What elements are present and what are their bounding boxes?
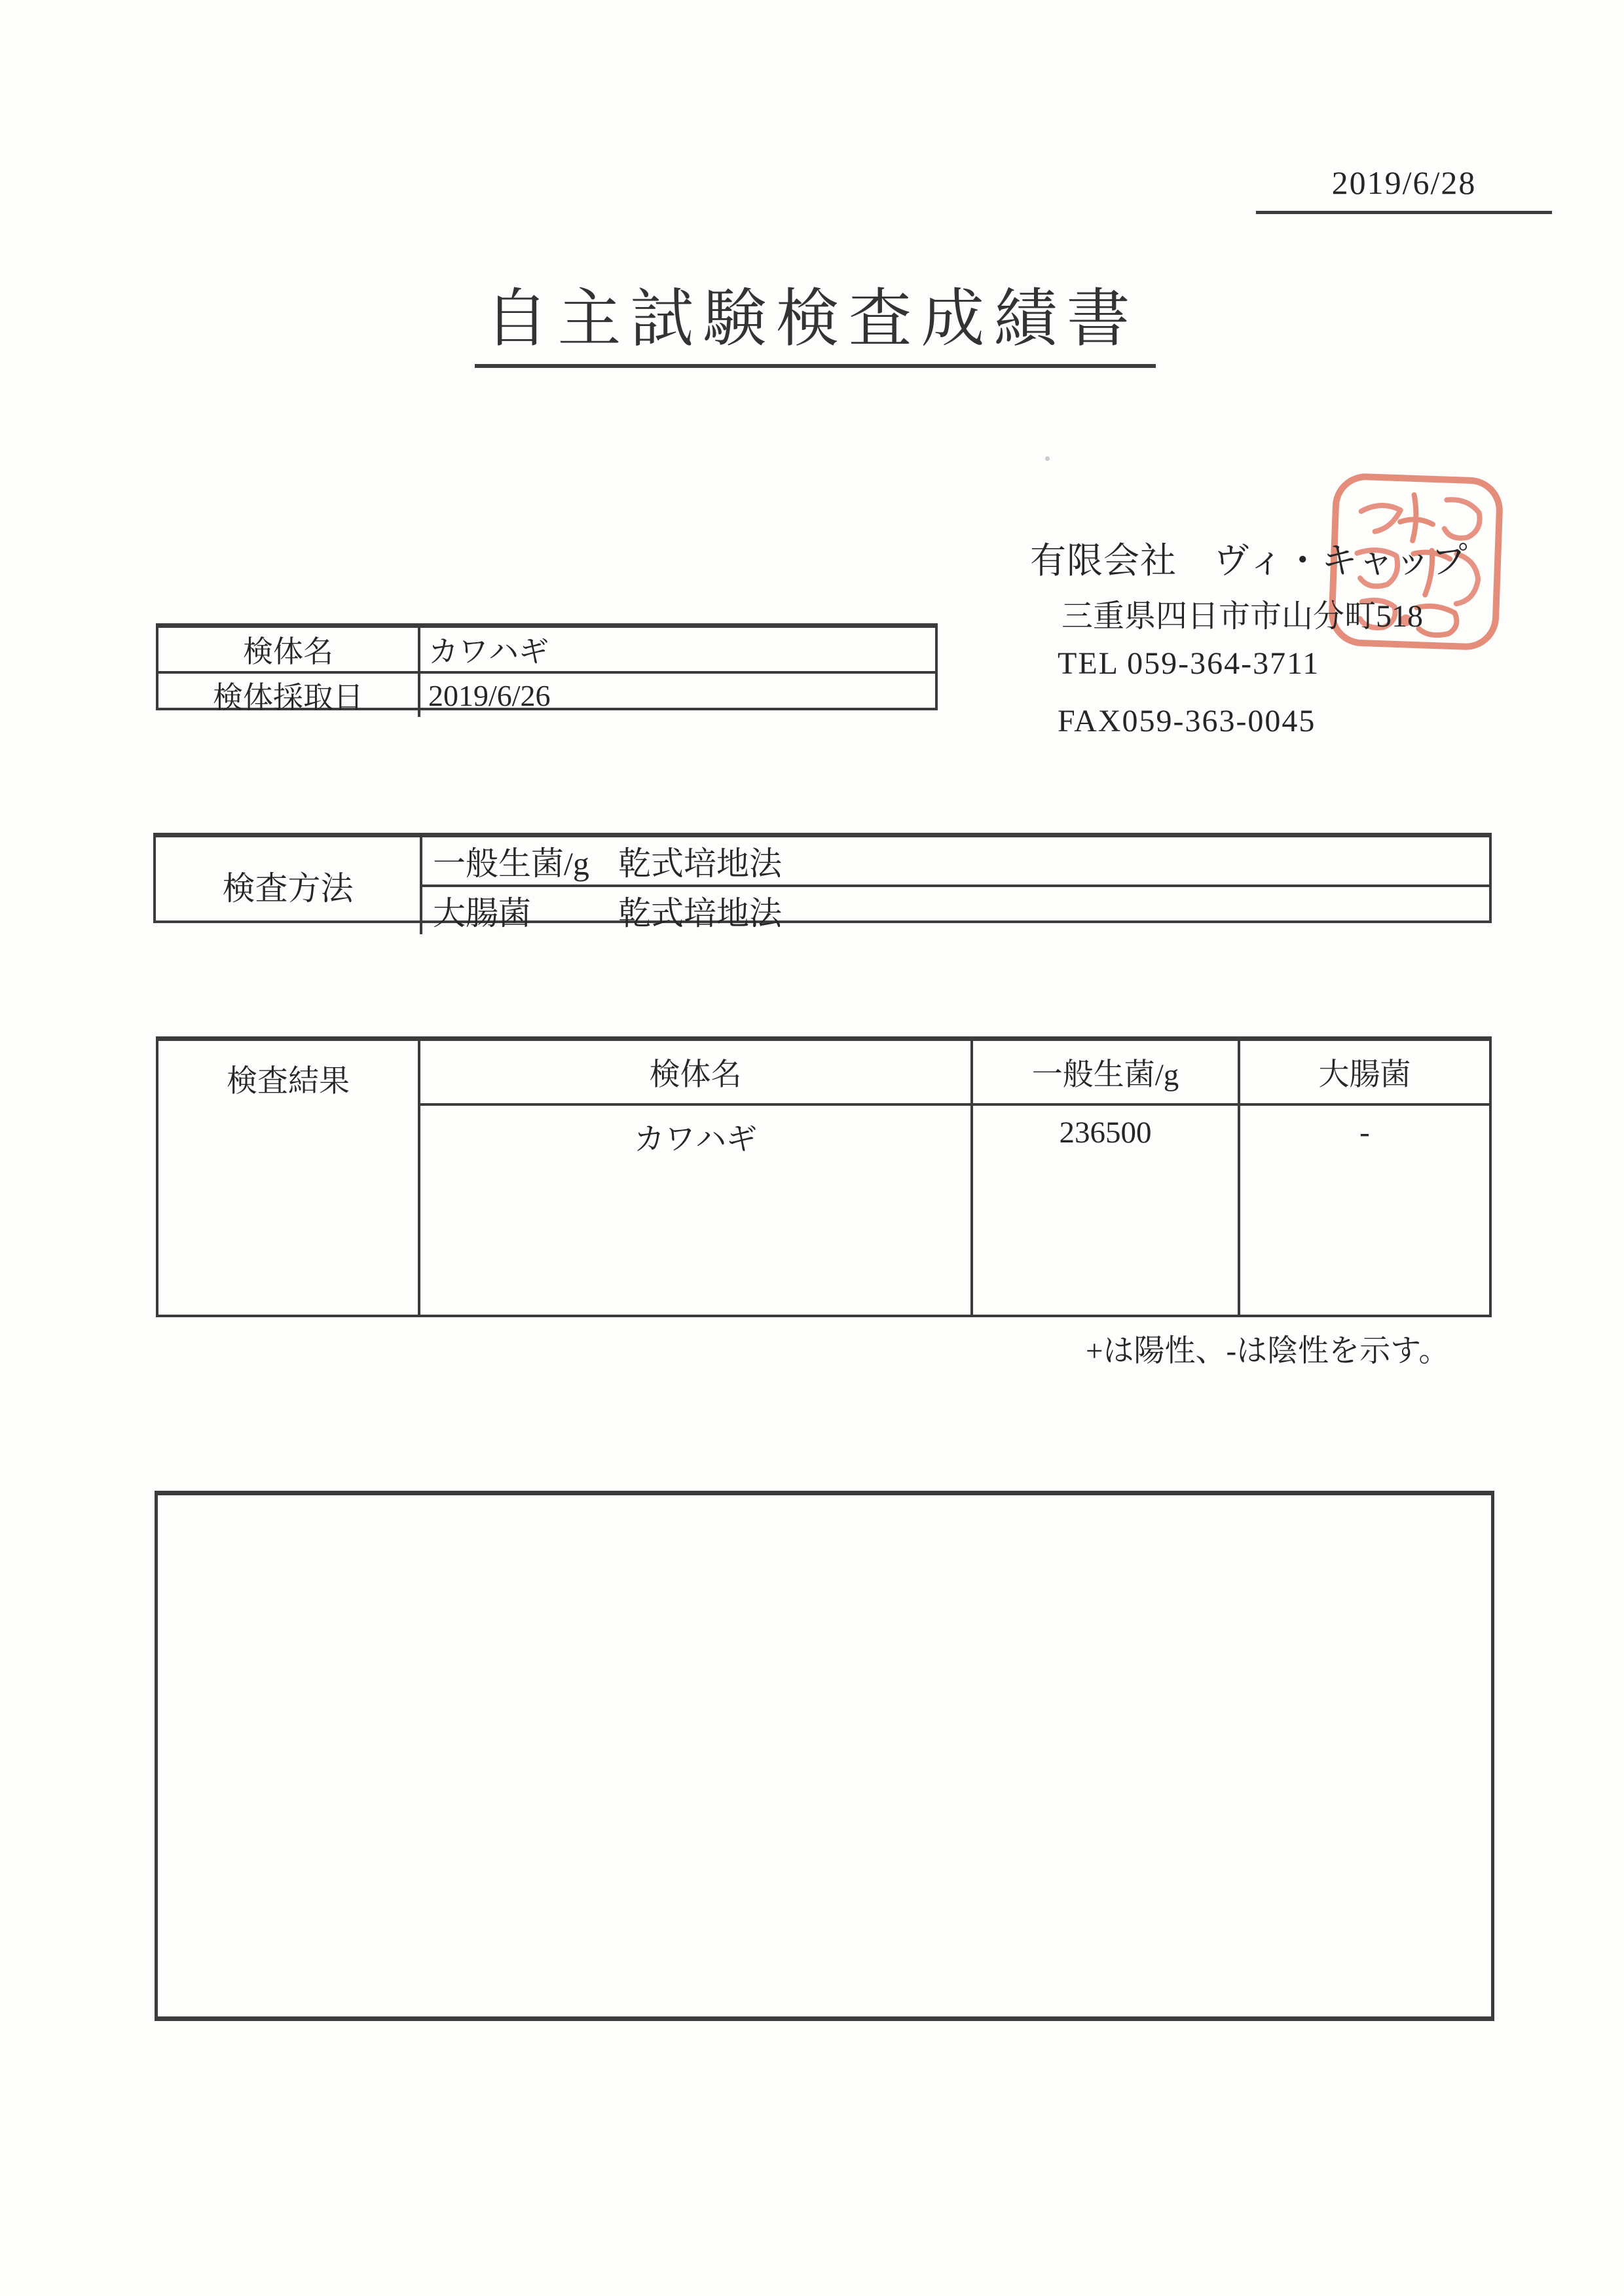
issue-date: 2019/6/28 <box>1256 164 1552 214</box>
sample-name-value: カワハギ <box>428 635 549 668</box>
result-cell-coliform: - <box>1359 1116 1370 1150</box>
result-cell-viable-count: 236500 <box>973 1106 1240 1315</box>
method-item: 大腸菌 <box>433 895 531 932</box>
company-address: 三重県四日市市山分町518 <box>1061 599 1424 634</box>
sample-name-label: 検体名 <box>158 628 420 671</box>
title-underline <box>475 364 1156 368</box>
result-header-coliform: 大腸菌 <box>1240 1041 1489 1106</box>
result-table <box>156 1036 1492 1317</box>
company-tel: TEL 059-364-3711 <box>1058 646 1320 681</box>
method-table-label: 検査方法 <box>156 837 422 934</box>
method-row <box>422 884 1489 934</box>
method-name: 乾式培地法 <box>618 895 782 932</box>
scan-speck <box>1045 456 1050 461</box>
result-header-sample: 検体名 <box>420 1041 973 1106</box>
method-item: 一般生菌/g <box>433 845 589 882</box>
result-table-label: 検査結果 <box>158 1041 420 1315</box>
sample-date-value: 2019/6/26 <box>420 671 935 717</box>
result-cell-sample: カワハギ <box>420 1106 973 1315</box>
remarks-box <box>155 1491 1494 2021</box>
sample-info-table <box>156 623 938 714</box>
company-fax: FAX059-363-0045 <box>1058 704 1316 738</box>
company-name: 有限会社 ヴィ・キャップ <box>1030 541 1468 581</box>
sample-date-label: 検体採取日 <box>158 671 420 717</box>
result-header-viable-count: 一般生菌/g <box>973 1041 1240 1106</box>
method-table <box>153 833 1492 932</box>
result-legend-note: +は陽性、-は陰性を示す。 <box>1086 1334 1450 1368</box>
method-name: 乾式培地法 <box>618 845 782 882</box>
page-title: 自主試験検査成績書 <box>485 284 1139 354</box>
method-row <box>422 837 1489 884</box>
